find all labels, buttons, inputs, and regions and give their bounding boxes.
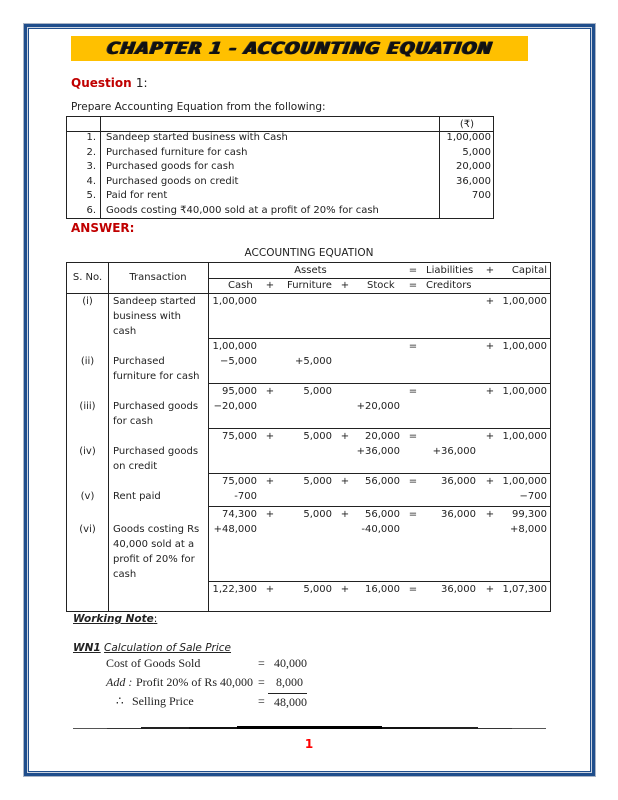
calc-label: Selling Price [132,694,194,708]
stock-balance: 56,000 [365,509,400,520]
cash-balance: 75,000 [222,431,257,442]
cash-balance: 75,000 [222,476,257,487]
plus-sign: + [340,431,350,442]
stock-balance: 56,000 [365,476,400,487]
header-capital: Capital [511,265,547,276]
calc-op: = [258,694,265,708]
cash-balance: 74,300 [222,509,257,520]
accounting-equation-table [66,262,551,612]
row-transaction: Purchased furniture for cash [113,356,200,382]
item-amount: 1,00,000 [446,132,491,143]
calc-op: = [258,656,265,670]
item-amount: 20,000 [456,161,491,172]
item-number: 6. [86,204,96,216]
header-transaction: Transaction [129,272,187,283]
creditors-balance: 36,000 [441,509,476,520]
calc-total: 48,000 [268,693,307,710]
plus-sign: + [485,341,495,352]
row-transaction: Sandeep started business with cash [113,296,196,337]
calc-value: 8,000 [276,675,303,689]
divider [108,263,109,612]
equals-sign: = [408,431,418,442]
calc-label: Cost of Goods Sold [106,656,201,670]
item-number: 2. [86,146,96,158]
footer-rule [237,726,382,729]
furniture-balance: 5,000 [303,431,332,442]
equals-sign: = [408,509,418,520]
calc-value: 40,000 [274,656,307,670]
item-number: 5. [86,190,96,201]
question-row [67,204,493,219]
question-number: 1: [135,76,148,90]
row-transaction: Purchased goods on credit [113,446,199,472]
header-liabilities: Liabilities [426,265,474,276]
plus-sign: + [340,476,350,487]
row-transaction: Rent paid [113,491,161,502]
header-plus: + [265,280,275,291]
capital-change: +8,000 [509,524,547,535]
item-number: 3. [86,161,96,172]
equals-sign: = [408,341,418,352]
wn1-title: Calculation of Sale Price [104,642,232,654]
total-capital: 1,07,300 [502,584,547,595]
row-sno: (iii) [79,401,96,412]
capital-value: 1,00,000 [502,296,547,307]
header-equals: = [408,265,418,276]
wn1-label: WN1 [73,642,101,654]
plus-sign: + [485,584,495,595]
capital-change: −700 [519,491,547,502]
page-number: 1 [304,737,314,751]
plus-sign: + [265,431,275,442]
header-cash: Cash [228,280,253,291]
plus-sign: + [485,509,495,520]
cash-change: -700 [234,491,257,502]
chapter-banner [71,36,528,61]
divider [208,263,209,612]
plus-sign: + [340,584,350,595]
cash-balance: 1,00,000 [212,341,257,352]
amount-header: (₹) [459,119,475,130]
furniture-change: +5,000 [294,356,332,367]
row-sno: (ii) [80,356,95,367]
furniture-balance: 5,000 [303,386,332,397]
capital-balance: 99,300 [512,509,547,520]
item-text: Paid for rent [106,190,168,201]
plus-sign: + [340,509,350,520]
question-row [67,160,493,175]
plus-sign: + [485,476,495,487]
question-heading [71,76,148,90]
row-sno: (vi) [79,524,96,535]
stock-change: -40,000 [361,524,400,535]
question-table [66,116,494,219]
chapter-title: CHAPTER 1 - ACCOUNTING EQUATION [105,38,494,59]
calc-op: = [258,675,265,689]
question-intro: Prepare Accounting Equation from the following: [71,101,326,113]
cash-change: +48,000 [213,524,257,535]
item-text: Purchased furniture for cash [106,146,248,158]
question-row [67,146,493,161]
item-text: Goods costing ₹40,000 sold at a profit of 20% for cash [106,204,379,216]
header-sno: S. No. [72,272,103,283]
equals-sign: = [408,386,418,397]
plus-sign: + [485,431,495,442]
working-note-colon: : [153,613,158,625]
capital-balance: 1,00,000 [502,431,547,442]
wn1-heading [73,642,231,654]
plus-sign: + [265,584,275,595]
capital-balance: 1,00,000 [502,476,547,487]
header-equals: = [408,280,418,291]
question-row [67,175,493,190]
plus-sign: + [265,476,275,487]
total-furniture: 5,000 [303,584,332,595]
plus-sign: + [265,386,275,397]
header-assets: Assets [294,265,327,276]
plus-sign: + [485,386,495,397]
cash-balance: 95,000 [222,386,257,397]
stock-change: +36,000 [356,446,400,457]
creditors-change: +36,000 [432,446,476,457]
plus-sign: + [485,296,495,307]
stock-balance: 20,000 [365,431,400,442]
capital-balance: 1,00,000 [502,341,547,352]
total-stock: 16,000 [365,584,400,595]
calc-prefix: Add : [106,675,133,689]
item-text: Purchased goods for cash [106,161,235,172]
header-furniture: Furniture [287,280,332,291]
header-stock: Stock [367,280,395,291]
cash-value: 1,00,000 [212,296,257,307]
item-amount: 5,000 [462,146,491,158]
row-transaction: Purchased goods for cash [113,401,199,427]
cash-change: −20,000 [213,401,257,412]
item-text: Purchased goods on credit [106,175,239,187]
furniture-balance: 5,000 [303,476,332,487]
item-number: 1. [86,132,96,143]
calc-label: Profit 20% of Rs 40,000 [136,675,253,689]
header-creditors: Creditors [426,280,472,291]
question-label: Question [71,76,132,90]
question-row [67,131,493,146]
answer-label: ANSWER: [71,221,135,235]
header-plus: + [340,280,350,291]
equals-sign: = [408,476,418,487]
row-sno: (i) [82,296,93,307]
working-note-heading [73,613,157,625]
plus-sign: + [265,509,275,520]
item-amount: 36,000 [456,175,491,187]
cash-change: −5,000 [219,356,257,367]
total-creditors: 36,000 [441,584,476,595]
therefore-icon: ∴ [116,694,124,708]
stock-change: +20,000 [356,401,400,412]
row-sno: (iv) [79,446,96,457]
equation-table-title: ACCOUNTING EQUATION [244,247,374,259]
item-text: Sandeep started business with Cash [106,132,288,143]
header-plus: + [485,265,495,276]
row-sno: (v) [80,491,95,502]
working-note-title: Working Note [73,613,154,625]
row-transaction: Goods costing Rs 40,000 sold at a profit of 20% for cash [113,524,200,580]
equals-sign: = [408,584,418,595]
capital-balance: 1,00,000 [502,386,547,397]
furniture-balance: 5,000 [303,509,332,520]
total-cash: 1,22,300 [212,584,257,595]
question-row [67,189,493,204]
item-amount: 700 [471,190,491,201]
creditors-balance: 36,000 [441,476,476,487]
item-number: 4. [86,175,96,187]
